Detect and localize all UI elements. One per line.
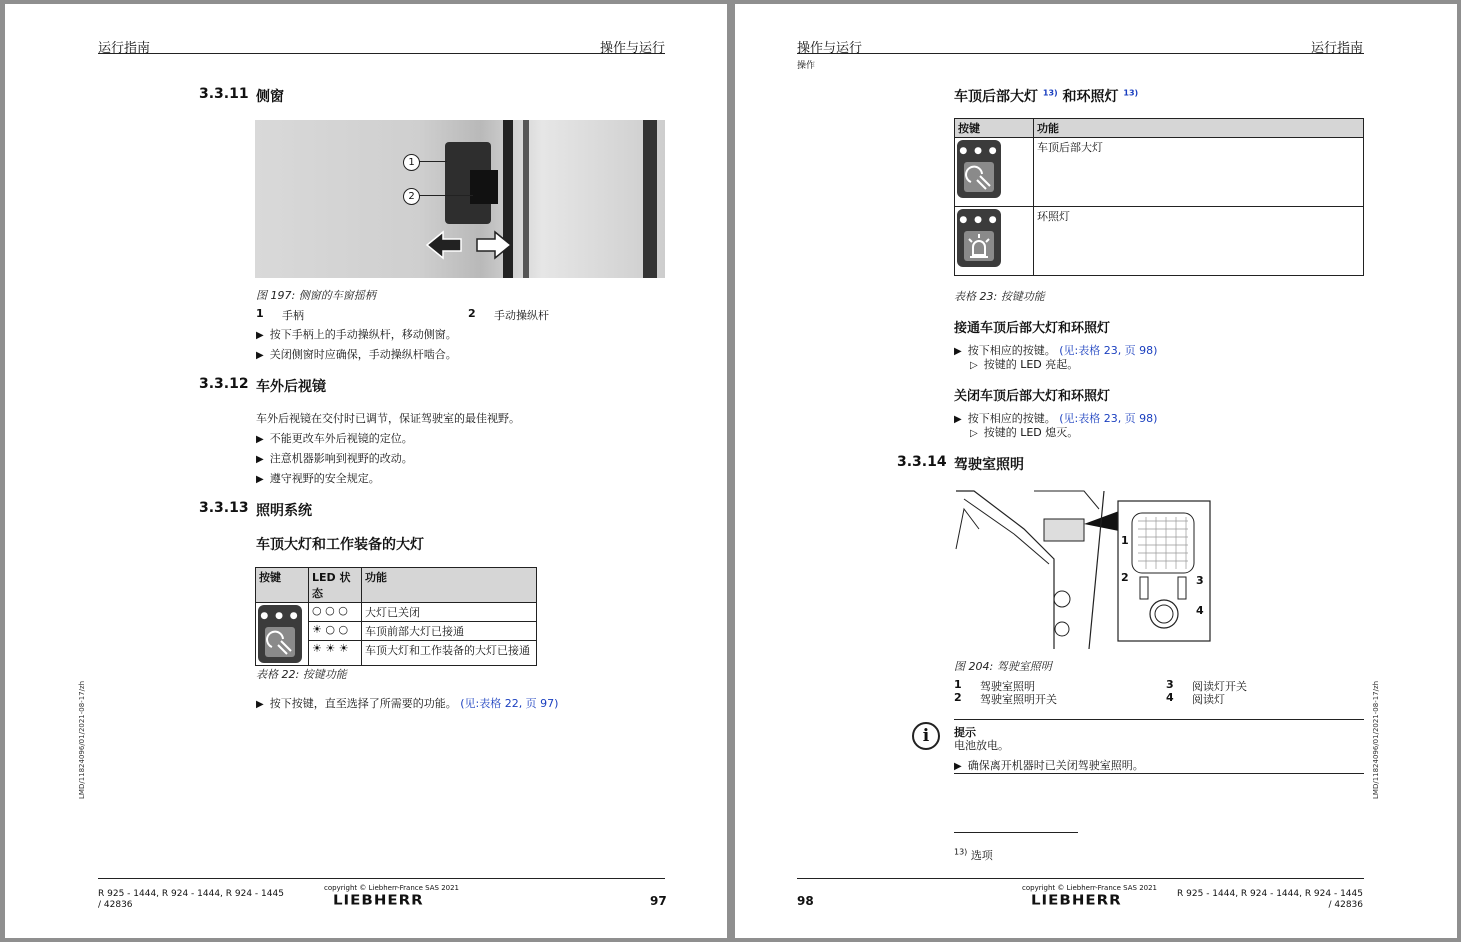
model-number-2: / 42836	[98, 900, 133, 910]
key-function-table-23	[954, 118, 1364, 276]
subsection-title	[954, 86, 1138, 106]
callout-line	[419, 161, 447, 162]
key-function-table-22	[255, 567, 537, 666]
section-number: 3.3.11	[199, 86, 249, 102]
header-rule	[98, 53, 665, 54]
bullet-item: ▶ 不能更改车外后视镜的定位。	[256, 430, 413, 446]
header-right: 操作与运行	[599, 41, 665, 56]
legend-number: 4	[1166, 691, 1174, 704]
table-header: LED 状态	[309, 568, 362, 603]
document-id: LMD/11824096/01/2021-08-17/zh	[78, 680, 86, 799]
legend-number: 1	[954, 678, 962, 691]
bullet-text: ▶ 按下相应的按键。	[954, 412, 1056, 425]
function-text: 车顶前部大灯已接通	[362, 622, 537, 641]
figure-callout: 3	[1196, 574, 1204, 587]
title-part: 车顶后部大灯	[954, 89, 1038, 105]
copyright: copyright © Liebherr-France SAS 2021	[324, 884, 460, 892]
footer-rule	[98, 878, 665, 879]
document-id: LMD/11824096/01/2021-08-17/zh	[1372, 680, 1380, 799]
figure-callout: 4	[1196, 604, 1204, 617]
bullet-item: ▶ 遵守视野的安全规定。	[256, 470, 380, 486]
model-number-2: / 42836	[1328, 900, 1363, 910]
header-left: 运行指南	[98, 41, 151, 56]
key-cell	[256, 603, 309, 666]
bullet-text: ▶ 按下按键，直至选择了所需要的功能。	[256, 697, 457, 710]
section-number: 3.3.14	[897, 454, 947, 470]
figure-caption: 图 197: 侧窗的车窗摇柄	[256, 289, 376, 302]
section-number: 3.3.13	[199, 500, 249, 516]
function-text: 环照灯	[1034, 207, 1364, 276]
result-item: ▷ 按键的 LED 亮起。	[970, 356, 1078, 372]
table-header: 按键	[256, 568, 309, 603]
table-23-link[interactable]: (见:表格 23, 页 98)	[1059, 412, 1158, 425]
legend-text: 驾驶室照明	[980, 680, 1035, 693]
footnote	[954, 847, 993, 863]
table-23-link[interactable]: (见:表格 23, 页 98)	[1059, 344, 1158, 357]
section-title: 车外后视镜	[256, 379, 326, 395]
beacon-key-icon: ● ● ●	[957, 209, 1001, 267]
key-cell	[955, 207, 1034, 276]
legend-number: 2	[954, 691, 962, 704]
info-icon: i	[912, 722, 940, 750]
liebherr-logo: LIEBHERR	[333, 891, 424, 909]
table-header: 功能	[362, 568, 537, 603]
table-header: 功能	[1034, 119, 1364, 138]
legend-text: 驾驶室照明开关	[980, 693, 1057, 706]
headlight-symbol-icon	[265, 627, 295, 657]
legend-number: 3	[1166, 678, 1174, 691]
title-part: 和环照灯	[1062, 89, 1119, 105]
page-97	[5, 4, 727, 938]
function-text: 车顶大灯和工作装备的大灯已接通	[362, 641, 537, 666]
header-sub: 操作	[797, 61, 816, 71]
header-right: 运行指南	[1310, 41, 1363, 56]
result-item: ▷ 按键的 LED 熄灭。	[970, 424, 1078, 440]
callout-1: 1	[403, 154, 420, 171]
bullet-item: ▶ 按下手柄上的手动操纵杆，移动侧窗。	[256, 326, 457, 342]
legend-text: 手动操纵杆	[494, 309, 549, 322]
callout-line	[419, 195, 473, 196]
note-text: 电池放电。	[954, 739, 1009, 752]
figure-side-window-photo	[255, 120, 665, 278]
footnote-ref[interactable]: 13)	[1042, 88, 1058, 98]
figure-callout: 1	[1121, 534, 1129, 547]
window-edge-image	[643, 120, 657, 278]
note-rule-bottom	[954, 773, 1364, 774]
liebherr-logo: LIEBHERR	[1031, 891, 1122, 909]
led-state: ☀ ○ ○	[309, 622, 362, 641]
page-number: 98	[797, 894, 814, 908]
legend-text: 手柄	[282, 309, 304, 322]
legend-number: 2	[468, 307, 476, 320]
header-left: 操作与运行	[797, 41, 863, 56]
slide-arrows-icon	[425, 228, 515, 262]
rear-headlight-key-icon: ● ● ●	[957, 140, 1001, 198]
legend-text: 阅读灯	[1192, 693, 1225, 706]
header-rule	[797, 53, 1364, 54]
subsection-title: 接通车顶后部大灯和环照灯	[954, 321, 1111, 336]
headlight-key-icon: ● ● ●	[258, 605, 302, 663]
note-rule-top	[954, 719, 1364, 720]
bullet-item: ▶ 关闭侧窗时应确保，手动操纵杆啮合。	[256, 346, 457, 362]
key-cell	[955, 138, 1034, 207]
footer-rule	[797, 878, 1364, 879]
table-caption: 表格 22: 按键功能	[256, 668, 347, 681]
callout-2: 2	[403, 188, 420, 205]
footnote-ref[interactable]: 13)	[1123, 88, 1139, 98]
section-title: 侧窗	[256, 89, 284, 105]
section-number: 3.3.12	[199, 376, 249, 392]
bullet-item: ▶ 注意机器影响到视野的改动。	[256, 450, 413, 466]
subsection-title: 车顶大灯和工作装备的大灯	[256, 537, 424, 553]
bullet-item	[256, 695, 558, 711]
footnote-mark: 13)	[954, 847, 968, 857]
legend-text: 阅读灯开关	[1192, 680, 1247, 693]
note-title: 提示	[954, 726, 976, 739]
window-rail-image	[523, 120, 529, 278]
footnote-rule	[954, 832, 1078, 833]
figure-callout: 2	[1121, 571, 1129, 584]
rear-headlight-symbol-icon	[964, 162, 994, 192]
footnote-text: 选项	[970, 849, 993, 862]
table-header: 按键	[955, 119, 1034, 138]
model-number: R 925 - 1444, R 924 - 1444, R 924 - 1445	[1177, 889, 1363, 899]
section-title: 照明系统	[256, 503, 312, 519]
page-number: 97	[650, 894, 667, 908]
note-bullet: ▶ 确保离开机器时已关闭驾驶室照明。	[954, 757, 1144, 773]
subsection-title: 关闭车顶后部大灯和环照灯	[954, 389, 1111, 404]
led-state: ○ ○ ○	[309, 603, 362, 622]
led-state: ☀ ☀ ☀	[309, 641, 362, 666]
paragraph: 车外后视镜在交付时已调节，保证驾驶室的最佳视野。	[256, 412, 520, 425]
function-text: 车顶后部大灯	[1034, 138, 1364, 207]
lever-image	[470, 170, 498, 204]
page-98	[735, 4, 1457, 938]
bullet-text: ▶ 按下相应的按键。	[954, 344, 1056, 357]
figure-caption: 图 204: 驾驶室照明	[954, 660, 1052, 673]
table-caption: 表格 23: 按键功能	[954, 290, 1045, 303]
section-title: 驾驶室照明	[954, 457, 1024, 473]
model-number: R 925 - 1444, R 924 - 1444, R 924 - 1445	[98, 889, 284, 899]
beacon-symbol-icon	[964, 231, 994, 261]
figure-cab-lighting-drawing	[954, 489, 1214, 651]
function-text: 大灯已关闭	[362, 603, 537, 622]
table-22-link[interactable]: (见:表格 22, 页 97)	[460, 697, 559, 710]
copyright: copyright © Liebherr-France SAS 2021	[1022, 884, 1158, 892]
legend-number: 1	[256, 307, 264, 320]
